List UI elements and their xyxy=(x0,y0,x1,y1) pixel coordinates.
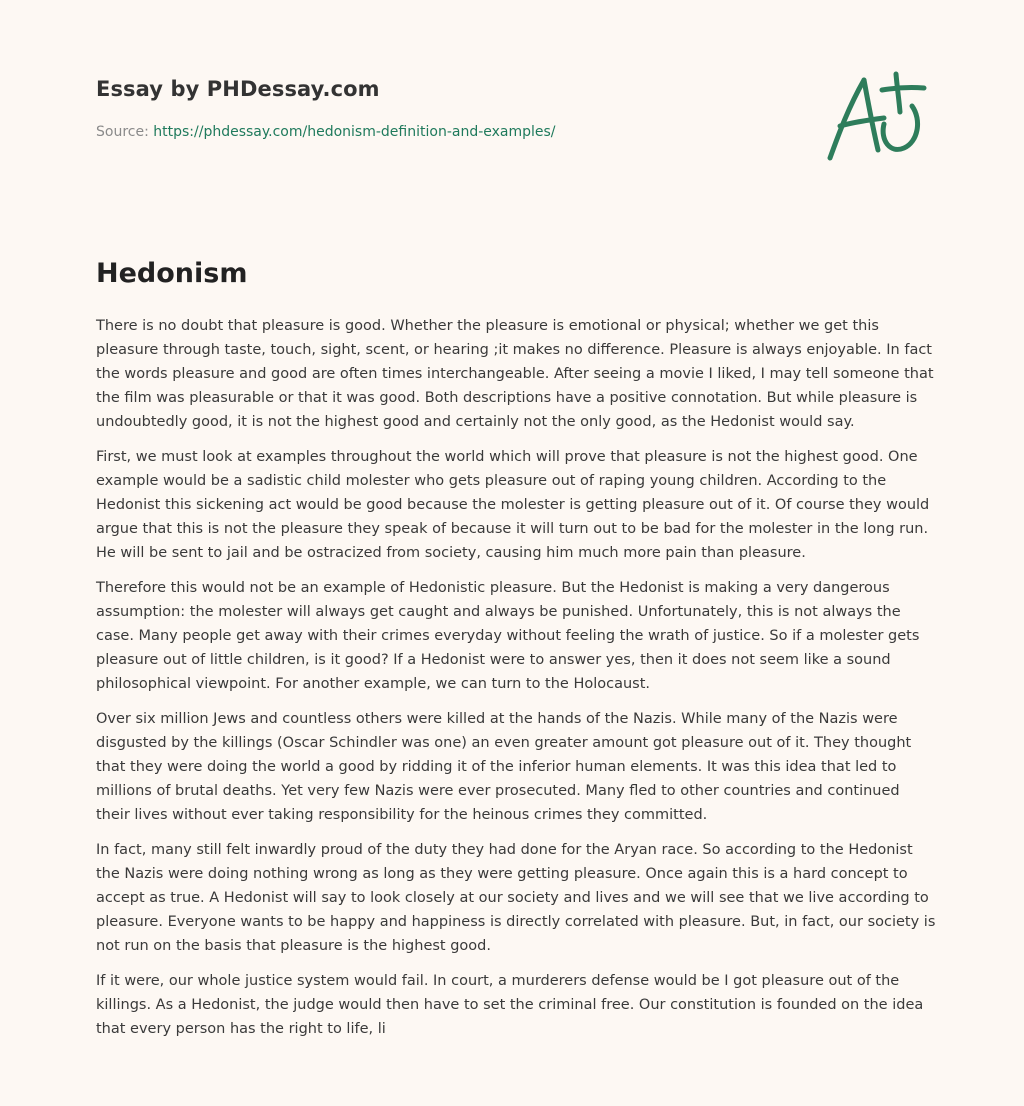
site-brand: Essay by PHDessay.com xyxy=(96,77,380,101)
source-label: Source: xyxy=(96,124,149,140)
essay-paragraph: If it were, our whole justice system would fail. In court, a murderers defense would be I got pleasure out of the killings. As a Hedonist, the judge would then have to set the criminal free. Our constitution is founded on the idea that every person has the right to life, li xyxy=(96,973,924,1037)
essay-title: Hedonism xyxy=(96,258,248,289)
essay-body xyxy=(96,314,936,1052)
essay-paragraph: There is no doubt that pleasure is good. Whether the pleasure is emotional or physical; whether we get this pleasure through taste, touch, sight, scent, or hearing ;it makes no difference. Pleasure is always enjoyable. In fact the words pleasure and good are often times interchangeable. After seeing a movie I liked, I may tell someone that the film was pleasurable or that it was good. Both descriptions have a positive connotation. But while pleasure is undoubtedly good, it is not the highest good and certainly not the only good, as the Hedonist would say. xyxy=(96,318,934,430)
essay-paragraph: Over six million Jews and countless others were killed at the hands of the Nazis. While many of the Nazis were disgusted by the killings (Oscar Schindler was one) an even greater amount got pleasure out of it. They thought that they were doing the world a good by ridding it of the inferior human elements. It was this idea that led to millions of brutal deaths. Yet very few Nazis were ever prosecuted. Many fled to other countries and continued their lives without ever taking responsibility for the heinous crimes they committed. xyxy=(96,711,912,823)
source-link[interactable]: https://phdessay.com/hedonism-definition-and-examples/ xyxy=(153,124,556,140)
essay-paragraph: First, we must look at examples throughout the world which will prove that pleasure is not the highest good. One example would be a sadistic child molester who gets pleasure out of raping young children. According to the Hedonist this sickening act would be good because the molester is getting pleasure out of it. Of course they would argue that this is not the pleasure they speak of because it will turn out to be bad for the molester in the long run. He will be sent to jail and be ostracized from society, causing him much more pain than pleasure. xyxy=(96,449,930,561)
source-line xyxy=(96,122,796,142)
essay-header xyxy=(96,74,796,142)
essay-paragraph: Therefore this would not be an example of Hedonistic pleasure. But the Hedonist is making a very dangerous assumption: the molester will always get caught and always be punished. Unfortunately, this is not always the case. Many people get away with their crimes everyday without feeling the wrath of justice. So if a molester gets pleasure out of little children, is it good? If a Hedonist were to answer yes, then it does not seem like a sound philosophical viewpoint. For another example, we can turn to the Holocaust. xyxy=(96,580,920,692)
essay-paragraph: In fact, many still felt inwardly proud of the duty they had done for the Aryan race. So according to the Hedonist the Nazis were doing nothing wrong as long as they were getting pleasure. Once again this is a hard concept to accept as true. A Hedonist will say to look closely at our society and lives and we will see that we live according to pleasure. Everyone wants to be happy and happiness is directly correlated with pleasure. But, in fact, our society is not run on the basis that pleasure is the highest good. xyxy=(96,842,936,954)
a-plus-grade-icon xyxy=(820,66,930,166)
